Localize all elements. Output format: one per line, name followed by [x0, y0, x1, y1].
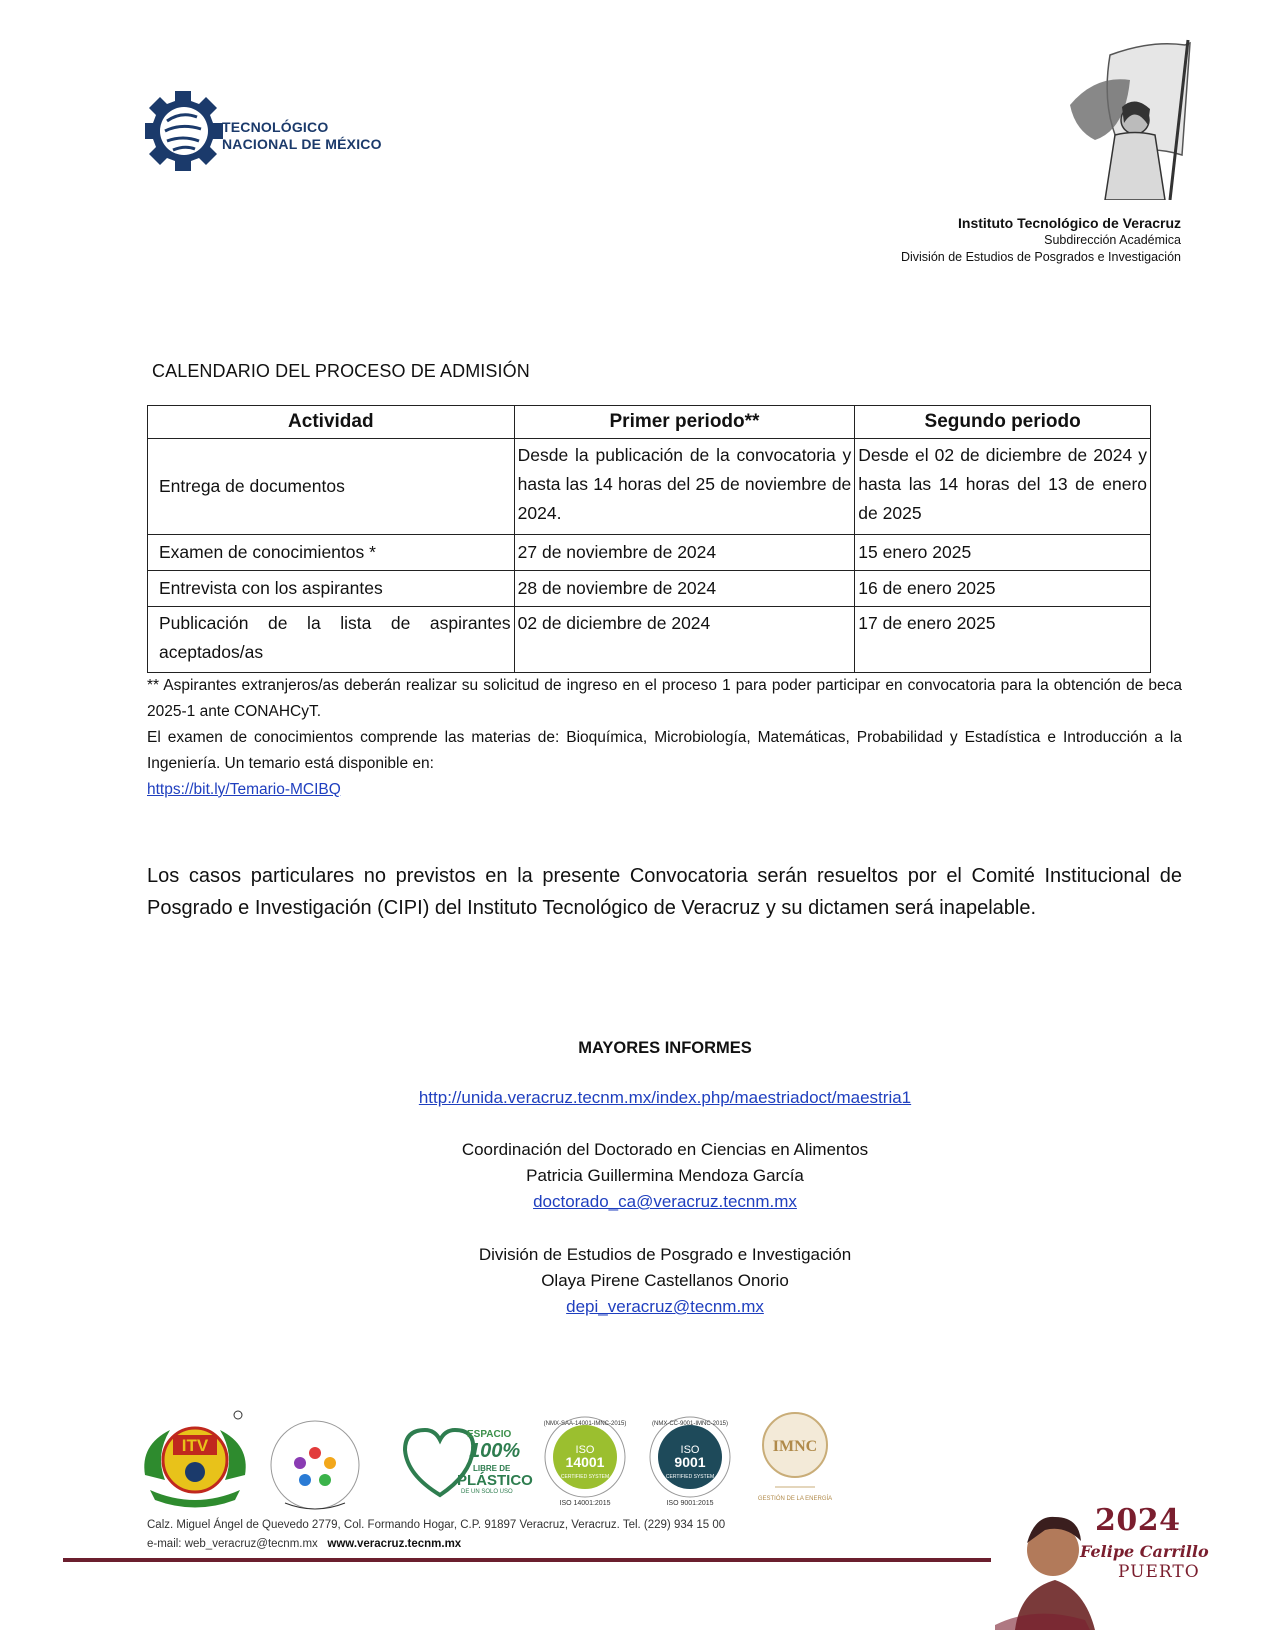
coordination-contact	[0, 1137, 1275, 1215]
table-row	[148, 439, 1151, 535]
institution-header	[901, 214, 1181, 266]
column-header: Primer periodo**	[514, 406, 855, 439]
svg-text:ISO 14001:2015: ISO 14001:2015	[559, 1500, 611, 1507]
program-url-link[interactable]: http://unida.veracruz.tecnm.mx/index.php/maestriadoct/maestria1	[418, 1088, 912, 1107]
footer-address	[147, 1516, 725, 1554]
svg-text:CERTIFIED SYSTEM: CERTIFIED SYSTEM	[560, 1474, 610, 1480]
footer-website: www.veracruz.tecnm.mx	[327, 1538, 462, 1550]
address-line: Calz. Miguel Ángel de Quevedo 2779, Col. Formando Hogar, C.P. 91897 Veracruz, Veracruz. Tel. (229) 934 15 00	[147, 1519, 726, 1531]
calendar-table	[147, 405, 1151, 673]
more-info-url-line	[0, 1088, 1275, 1108]
table-cell: Examen de conocimientos *	[148, 535, 515, 571]
calendar-title: CALENDARIO DEL PROCESO DE ADMISIÓN	[152, 361, 530, 381]
column-header: Segundo periodo	[855, 406, 1151, 439]
svg-text:CERTIFIED SYSTEM: CERTIFIED SYSTEM	[665, 1474, 715, 1480]
table-cell: Desde el 02 de diciembre de 2024 y hasta las 14 horas del 13 de enero de 2025	[855, 439, 1151, 535]
subdirection: Subdirección Académica	[1044, 233, 1181, 247]
table-cell: Entrevista con los aspirantes	[148, 571, 515, 607]
svg-text:(NMX-CC-9001-IMNC-2015): (NMX-CC-9001-IMNC-2015)	[651, 1421, 729, 1427]
flag-woman-illustration	[1040, 35, 1220, 200]
svg-text:ISO: ISO	[575, 1444, 595, 1456]
table-row	[148, 571, 1151, 607]
table-cell: 28 de noviembre de 2024	[514, 571, 855, 607]
svg-text:ISO: ISO	[680, 1444, 700, 1456]
table-cell: 02 de diciembre de 2024	[514, 607, 855, 673]
svg-text:9001: 9001	[674, 1454, 706, 1470]
depi-head-name: Olaya Pirene Castellanos Onorio	[541, 1271, 789, 1290]
footer-divider	[63, 1558, 991, 1562]
tecnm-logo-text: TECNOLÓGICO NACIONAL DE MÉXICO	[222, 119, 382, 152]
table-row	[148, 535, 1151, 571]
itv-label: ITV	[181, 1436, 209, 1455]
svg-text:100%: 100%	[469, 1440, 521, 1462]
svg-text:ESPACIO: ESPACIO	[467, 1429, 512, 1440]
svg-text:(NMX-SAA-14001-IMNC-2015): (NMX-SAA-14001-IMNC-2015)	[543, 1421, 627, 1427]
division: División de Estudios de Posgrados e Investigación	[900, 250, 1181, 264]
table-cell: 16 de enero 2025	[855, 571, 1151, 607]
table-row	[148, 607, 1151, 673]
svg-text:GESTIÓN DE LA ENERGÍA: GESTIÓN DE LA ENERGÍA	[757, 1496, 833, 1502]
norma-igualdad-badge	[271, 1421, 359, 1509]
commemorative-name: Felipe Carrillo	[1080, 1542, 1209, 1561]
column-header: Actividad	[148, 406, 515, 439]
svg-text:ISO 9001:2015: ISO 9001:2015	[666, 1500, 714, 1507]
commemorative-year: 2024	[1095, 1503, 1181, 1538]
depi-email-link[interactable]: depi_veracruz@tecnm.mx	[566, 1297, 764, 1316]
table-cell: Desde la publicación de la convocatoria y hasta las 14 horas del 25 de noviembre de 2024.	[514, 439, 855, 535]
commemorative-surname: PUERTO	[1118, 1562, 1200, 1582]
exam-note: El examen de conocimientos comprende las materias de: Bioquímica, Microbiología, Matemáticas, Probabilidad y Estadística e Introducción a la Ingeniería. Un temario está disponible en:	[147, 729, 1182, 772]
itv-emblem	[144, 1411, 245, 1508]
email-web-line	[147, 1535, 725, 1554]
table-header-row	[148, 406, 1151, 439]
iso-14001-badge	[544, 1417, 627, 1507]
syllabus-link[interactable]: https://bit.ly/Temario-MCIBQ	[147, 781, 341, 798]
svg-text:IMNC: IMNC	[772, 1438, 818, 1455]
table-cell: 27 de noviembre de 2024	[514, 535, 855, 571]
table-cell: 17 de enero 2025	[855, 607, 1151, 673]
iso-9001-badge	[650, 1417, 730, 1507]
imnc-energy-badge	[758, 1413, 832, 1502]
institution-name: Instituto Tecnológico de Veracruz	[958, 215, 1181, 231]
footer-email: e-mail: web_veracruz@tecnm.mx	[147, 1538, 318, 1550]
notes	[147, 673, 1182, 803]
svg-text:DE UN SOLO USO: DE UN SOLO USO	[461, 1489, 513, 1495]
coordinator-name: Patricia Guillermina Mendoza García	[526, 1166, 804, 1185]
table-cell: Entrega de documentos	[148, 439, 515, 535]
svg-text:14001: 14001	[565, 1454, 605, 1470]
table-cell: 15 enero 2025	[855, 535, 1151, 571]
plastic-free-badge	[405, 1429, 533, 1495]
depi-contact	[0, 1242, 1275, 1320]
certification-badges	[135, 1405, 875, 1515]
particular-cases-paragraph: Los casos particulares no previstos en la presente Convocatoria serán resueltos por el Comité Institucional de Posgrado e Investigación (CIPI) del Instituto Tecnológico de Veracruz y su dictamen será inapelable.	[147, 865, 1182, 919]
coordinator-email-link[interactable]: doctorado_ca@veracruz.tecnm.mx	[533, 1192, 797, 1211]
depi-title: División de Estudios de Posgrado e Investigación	[478, 1245, 852, 1264]
coordination-title: Coordinación del Doctorado en Ciencias en Alimentos	[461, 1140, 869, 1159]
svg-text:PLÁSTICO: PLÁSTICO	[457, 1472, 533, 1489]
table-cell: Publicación de la lista de aspirantes aceptados/as	[148, 607, 515, 673]
foreign-applicants-note: ** Aspirantes extranjeros/as deberán realizar su solicitud de ingreso en el proceso 1 para poder participar en convocatoria para la obtención de beca 2025-1 ante CONAHCyT.	[147, 677, 1182, 720]
svg-text:LIBRE DE: LIBRE DE	[473, 1464, 511, 1473]
more-info-title: MAYORES INFORMES	[578, 1039, 752, 1057]
